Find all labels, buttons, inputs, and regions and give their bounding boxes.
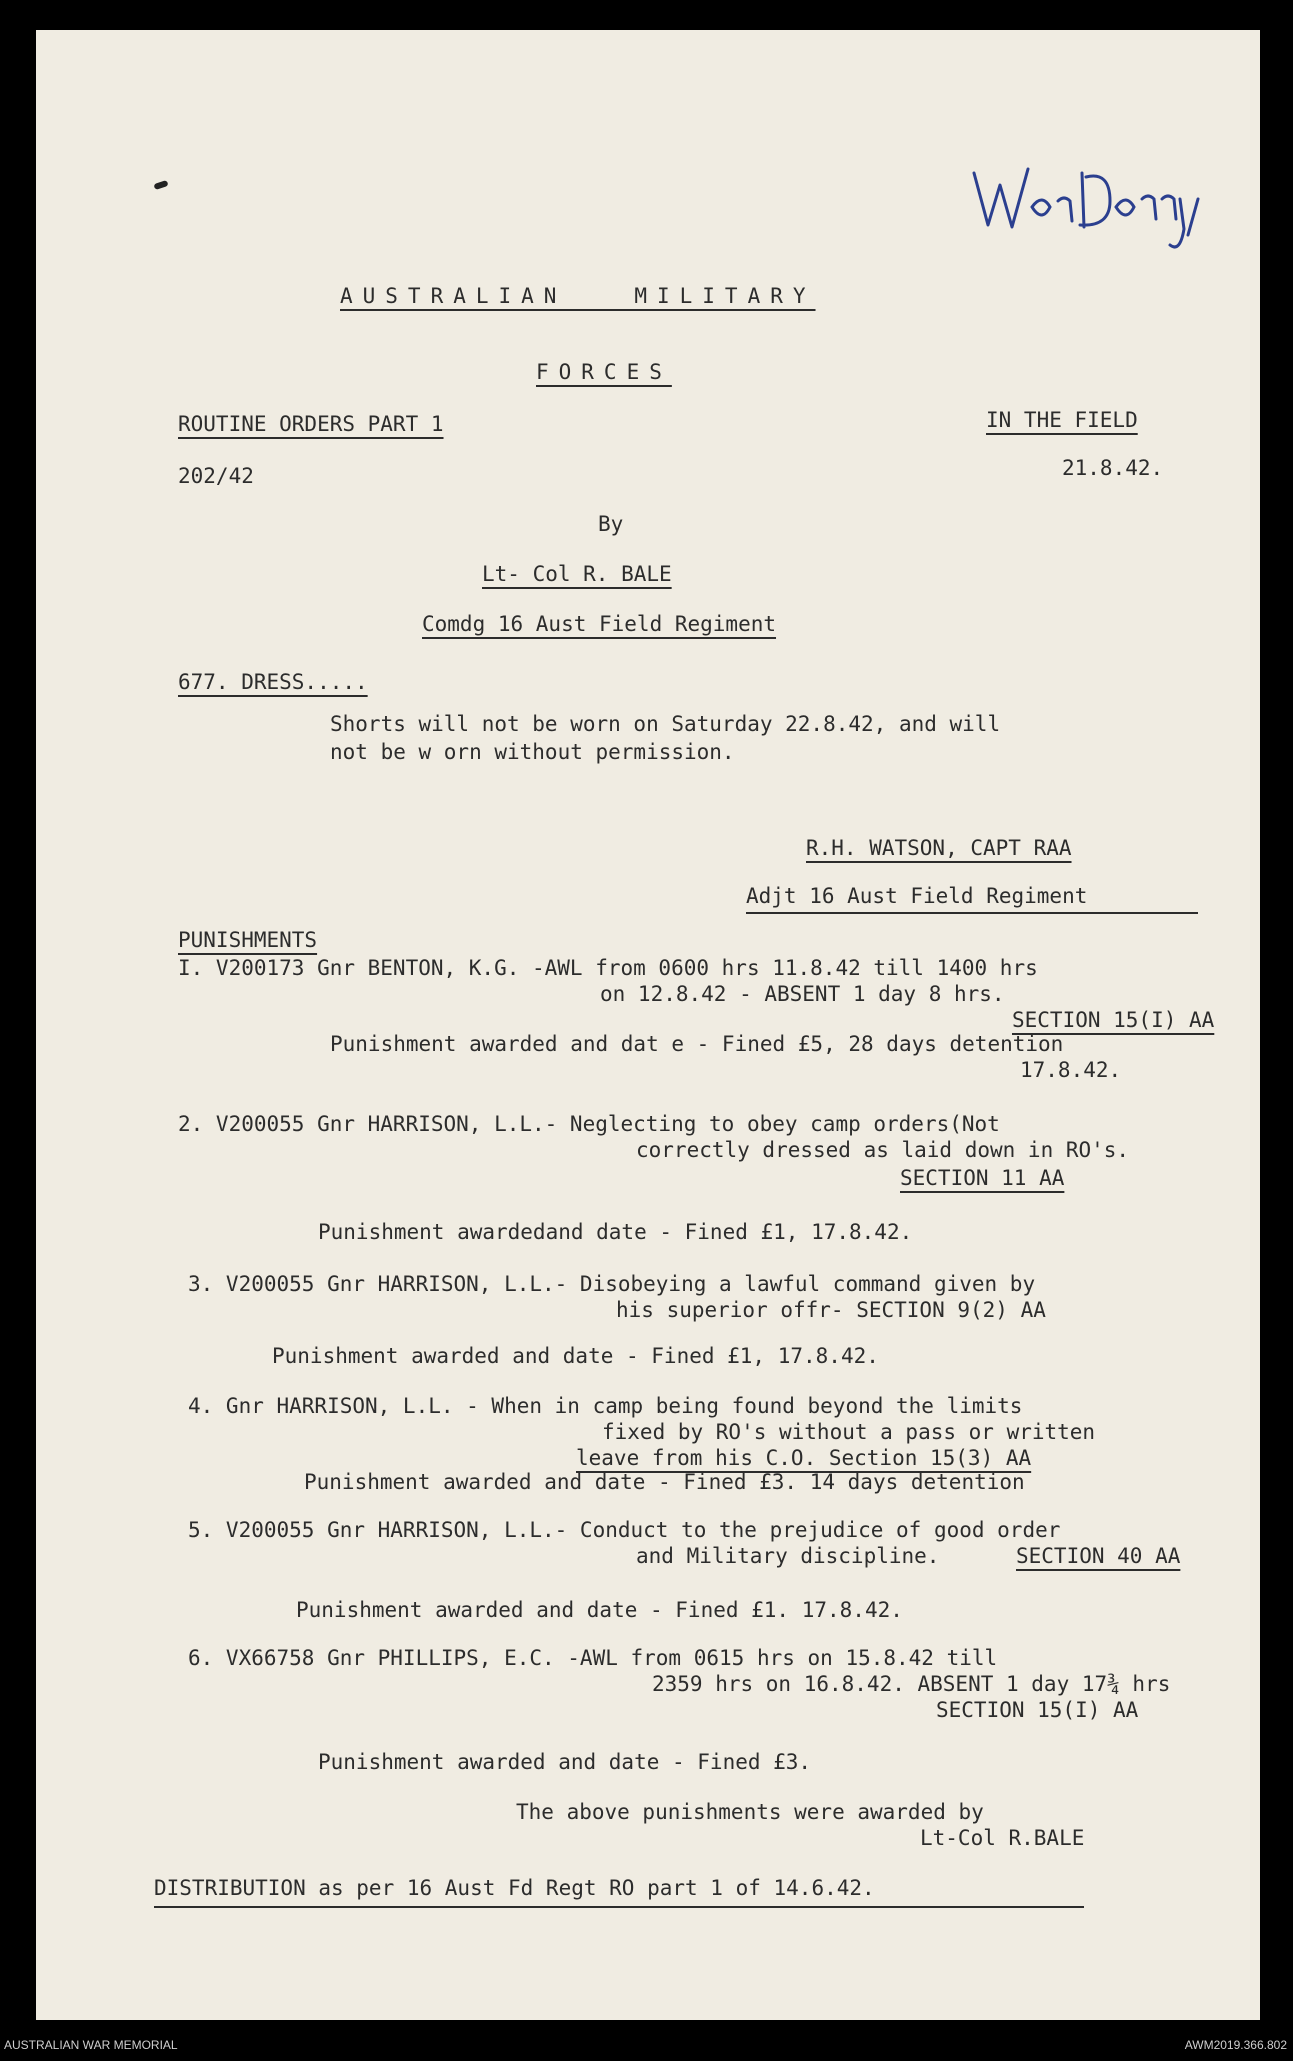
punishment-4-award: Punishment awarded and date - Fined £3. 14 days detention: [304, 1470, 1025, 1494]
order-date: 21.8.42.: [1062, 456, 1164, 480]
punishment-6-line-1: 6. VX66758 Gnr PHILLIPS, E.C. -AWL from 0615 hrs on 15.8.42 till: [188, 1646, 998, 1670]
distribution-line: DISTRIBUTION as per 16 Aust Fd Regt RO part 1 of 14.6.42.: [154, 1876, 875, 1900]
punishment-6-section: SECTION 15(I) AA: [936, 1698, 1139, 1722]
footer-right: AWM2019.366.802: [1184, 2038, 1287, 2052]
item-677-line-1: Shorts will not be worn on Saturday 22.8.42, and will: [330, 712, 1001, 736]
item-677-line-2: not be w orn without permission.: [330, 740, 735, 764]
header-left: ROUTINE ORDERS PART 1: [178, 412, 444, 436]
punishment-2-section: SECTION 11 AA: [900, 1166, 1065, 1190]
punishment-5-section: SECTION 40 AA: [1016, 1544, 1181, 1568]
punishment-1-award-date: 17.8.42.: [1020, 1058, 1122, 1082]
punishment-1-line-2: on 12.8.42 - ABSENT 1 day 8 hrs.: [600, 982, 1005, 1006]
distribution-underline: [154, 1906, 1084, 1908]
adjt-role-underline: [746, 912, 1198, 914]
order-number: 202/42: [178, 464, 254, 488]
punishment-4-line-3: leave from his C.O. Section 15(3) AA: [576, 1446, 1032, 1470]
punishment-1-line-1: I. V200173 Gnr BENTON, K.G. -AWL from 0600 hrs 11.8.42 till 1400 hrs: [178, 956, 1038, 980]
adjt-role: Adjt 16 Aust Field Regiment: [746, 884, 1088, 908]
title-line-1: AUSTRALIAN MILITARY: [340, 284, 816, 308]
punishment-2-award: Punishment awardedand date - Fined £1, 17.8.42.: [318, 1220, 913, 1244]
adjt-name: R.H. WATSON, CAPT RAA: [806, 836, 1072, 860]
punishment-3-award: Punishment awarded and date - Fined £1, 17.8.42.: [272, 1344, 879, 1368]
closing-line-1: The above punishments were awarded by: [516, 1800, 984, 1824]
punishment-5-line-1: 5. V200055 Gnr HARRISON, L.L.- Conduct to the prejudice of good order: [188, 1518, 1061, 1542]
commander: Lt- Col R. BALE: [482, 562, 672, 586]
commander-role: Comdg 16 Aust Field Regiment: [422, 612, 777, 636]
punishment-1-award: Punishment awarded and dat e - Fined £5, 28 days detention: [330, 1032, 1064, 1056]
by-label: By: [598, 512, 624, 536]
punishments-heading: PUNISHMENTS: [178, 928, 318, 952]
punishment-2-line-1: 2. V200055 Gnr HARRISON, L.L.- Neglecting to obey camp orders(Not: [178, 1112, 1000, 1136]
svg-text:War Diary: War Diary: [966, 155, 972, 156]
punishment-5-award: Punishment awarded and date - Fined £1. 17.8.42.: [296, 1598, 903, 1622]
punishment-5-line-2: and Military discipline.: [636, 1544, 940, 1568]
handwritten-annotation: [966, 155, 1206, 265]
ink-mark: [153, 180, 168, 190]
punishment-4-line-1: 4. Gnr HARRISON, L.L. - When in camp being found beyond the limits: [188, 1394, 1023, 1418]
closing-line-2: Lt-Col R.BALE: [920, 1826, 1085, 1850]
header-right: IN THE FIELD: [986, 408, 1138, 432]
punishment-4-line-2: fixed by RO's without a pass or written: [602, 1420, 1096, 1444]
title-line-2: FORCES: [536, 360, 672, 384]
punishment-3-line-2: his superior offr- SECTION 9(2) AA: [616, 1298, 1046, 1322]
footer-left: AUSTRALIAN WAR MEMORIAL: [4, 2038, 178, 2052]
item-677-heading: 677. DRESS.....: [178, 670, 368, 694]
punishment-6-line-2: 2359 hrs on 16.8.42. ABSENT 1 day 17¾ hrs: [652, 1672, 1171, 1696]
punishment-3-line-1: 3. V200055 Gnr HARRISON, L.L.- Disobeying a lawful command given by: [188, 1272, 1036, 1296]
document-page: [36, 30, 1260, 2020]
punishment-6-award: Punishment awarded and date - Fined £3.: [318, 1750, 812, 1774]
punishment-1-section: SECTION 15(I) AA: [1012, 1008, 1215, 1032]
punishment-2-line-2: correctly dressed as laid down in RO's.: [636, 1138, 1130, 1162]
